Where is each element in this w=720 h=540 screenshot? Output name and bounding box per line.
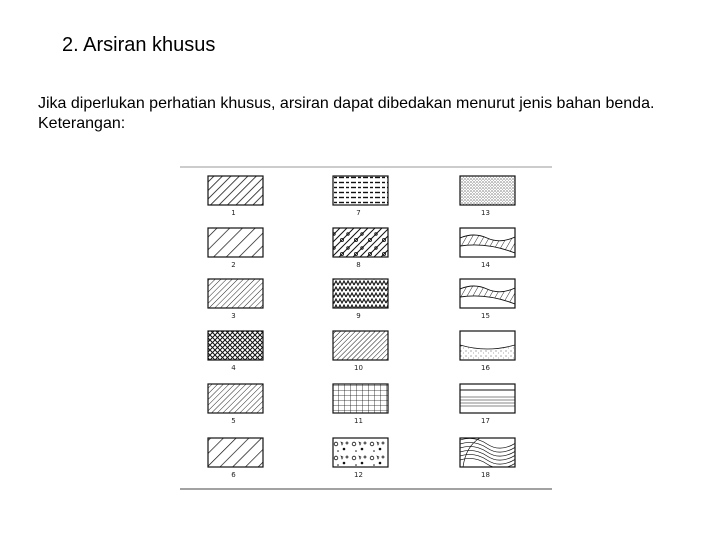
description-paragraph: Jika diperlukan perhatian khusus, arsiran dapat dibedakan menurut jenis bahan benda. xyxy=(38,95,655,112)
hatch-sample-14 xyxy=(460,228,515,269)
hatch-label-13: 13 xyxy=(481,209,490,217)
caption-label: Keterangan: xyxy=(38,115,126,132)
hatch-label-11: 11 xyxy=(354,417,363,425)
hatch-label-17: 17 xyxy=(481,417,490,425)
hatch-sample-7 xyxy=(333,176,388,217)
hatch-sample-11 xyxy=(333,384,388,425)
hatch-sample-5 xyxy=(208,384,263,425)
hatch-label-9: 9 xyxy=(356,312,361,320)
hatch-sample-4 xyxy=(208,331,263,372)
hatching-figure xyxy=(170,160,555,495)
hatch-label-10: 10 xyxy=(354,364,363,372)
hatch-sample-18 xyxy=(455,438,520,479)
hatch-sample-15 xyxy=(460,279,515,320)
hatch-label-8: 8 xyxy=(356,261,361,269)
hatch-sample-10 xyxy=(333,331,388,372)
section-title: 2. Arsiran khusus xyxy=(62,34,216,56)
hatch-sample-2 xyxy=(208,228,263,269)
hatch-label-2: 2 xyxy=(231,261,236,269)
hatch-sample-6 xyxy=(208,438,263,479)
hatch-label-6: 6 xyxy=(231,471,236,479)
hatch-label-7: 7 xyxy=(356,209,361,217)
hatch-label-4: 4 xyxy=(231,364,236,372)
hatch-label-12: 12 xyxy=(354,471,363,479)
hatch-sample-3 xyxy=(208,279,263,320)
hatch-sample-17 xyxy=(460,384,515,425)
hatch-sample-12 xyxy=(333,438,388,479)
hatch-label-5: 5 xyxy=(231,417,236,425)
hatch-label-18: 18 xyxy=(481,471,490,479)
hatch-sample-8 xyxy=(333,228,388,269)
body-text xyxy=(38,94,698,134)
hatch-label-3: 3 xyxy=(231,312,236,320)
hatch-label-14: 14 xyxy=(481,261,490,269)
hatch-label-1: 1 xyxy=(231,209,236,217)
hatch-label-15: 15 xyxy=(481,312,490,320)
hatch-sample-13 xyxy=(460,176,515,217)
hatch-sample-16 xyxy=(460,331,515,372)
hatch-label-16: 16 xyxy=(481,364,490,372)
hatch-sample-9 xyxy=(333,279,388,320)
hatch-sample-1 xyxy=(208,176,263,217)
